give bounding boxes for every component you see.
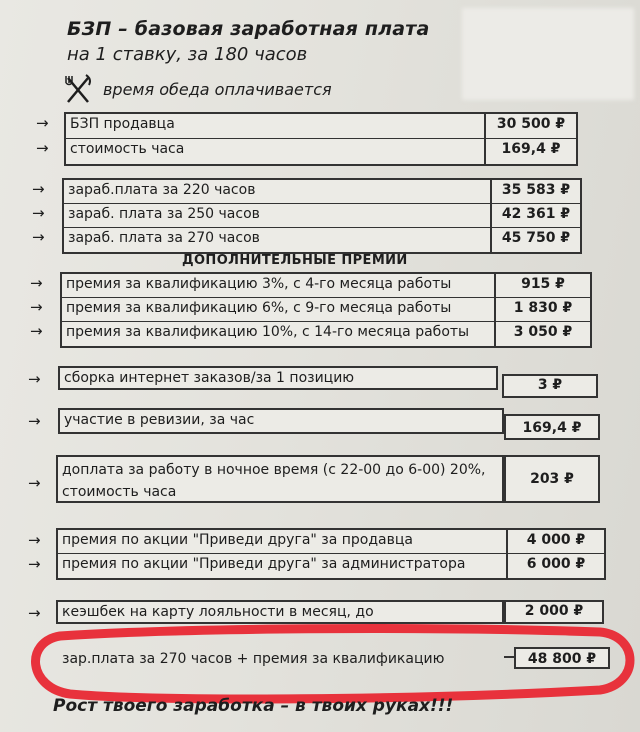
row-value: 915 ₽: [494, 274, 590, 297]
row-label: зараб.плата за 220 часов: [68, 182, 256, 198]
arrow-icon: →: [36, 114, 49, 132]
row-value: 2 000 ₽: [504, 600, 604, 624]
row-value: 1 830 ₽: [494, 298, 590, 321]
arrow-icon: →: [28, 412, 41, 430]
row-label-line: доплата за работу в ночное время (с 22-00 до 6-00) 20%,: [62, 462, 486, 478]
row-label: стоимость часа: [70, 141, 185, 157]
arrow-icon: →: [36, 139, 49, 157]
row-value: 30 500 ₽: [484, 114, 576, 138]
row-label: зараб. плата за 250 часов: [68, 206, 260, 222]
row-value: 169,4 ₽: [484, 139, 576, 164]
row-label: премия за квалификацию 10%, с 14-го месяца работы: [66, 324, 470, 340]
arrow-icon: →: [28, 370, 41, 388]
row-value: 45 750 ₽: [490, 228, 580, 252]
row-label: кеэшбек на карту лояльности в месяц, до: [56, 600, 504, 624]
arrow-icon: →: [30, 298, 43, 316]
document-subtitle: на 1 ставку, за 180 часов: [67, 44, 308, 65]
document-title: БЗП – базовая заработная плата: [67, 18, 430, 40]
arrow-icon: →: [28, 604, 41, 622]
bonus-section-title: ДОПОЛНИТЕЛЬНЫЕ ПРЕМИИ: [182, 253, 408, 268]
arrow-icon: →: [32, 180, 45, 198]
row-value: 203 ₽: [504, 455, 600, 503]
lunch-paid-note: время обеда оплачивается: [103, 80, 332, 99]
row-label: БЗП продавца: [70, 116, 175, 132]
row-value: 42 361 ₽: [490, 204, 580, 227]
row-value: 35 583 ₽: [490, 180, 580, 203]
arrow-icon: →: [28, 474, 41, 492]
row-label: премия по акции "Приведи друга" за продавца: [62, 532, 413, 548]
row-value: 169,4 ₽: [504, 414, 600, 440]
row-label: участие в ревизии, за час: [58, 408, 504, 434]
row-label: зараб. плата за 270 часов: [68, 230, 260, 246]
row-value: 3 ₽: [502, 374, 598, 398]
arrow-icon: →: [32, 204, 45, 222]
arrow-icon: →: [30, 274, 43, 292]
total-label: зар.плата за 270 часов + премия за квалификацию: [62, 651, 445, 667]
motivational-footer: Рост твоего заработка – в твоих руках!!!: [53, 696, 454, 716]
arrow-icon: →: [28, 555, 41, 573]
arrow-icon: →: [32, 228, 45, 246]
arrow-icon: →: [30, 322, 43, 340]
arrow-icon: →: [28, 531, 41, 549]
row-value: 6 000 ₽: [506, 554, 604, 578]
row-label: премия по акции "Приведи друга" за администратора: [62, 556, 466, 572]
row-label-line: стоимость часа: [62, 484, 177, 500]
total-value: 48 800 ₽: [514, 647, 610, 669]
row-label: премия за квалификацию 3%, с 4-го месяца работы: [66, 276, 452, 292]
row-label: сборка интернет заказов/за 1 позицию: [58, 366, 498, 390]
row-value: 3 050 ₽: [494, 322, 590, 346]
row-value: 4 000 ₽: [506, 530, 604, 553]
row-label: премия за квалификацию 6%, с 9-го месяца работы: [66, 300, 452, 316]
